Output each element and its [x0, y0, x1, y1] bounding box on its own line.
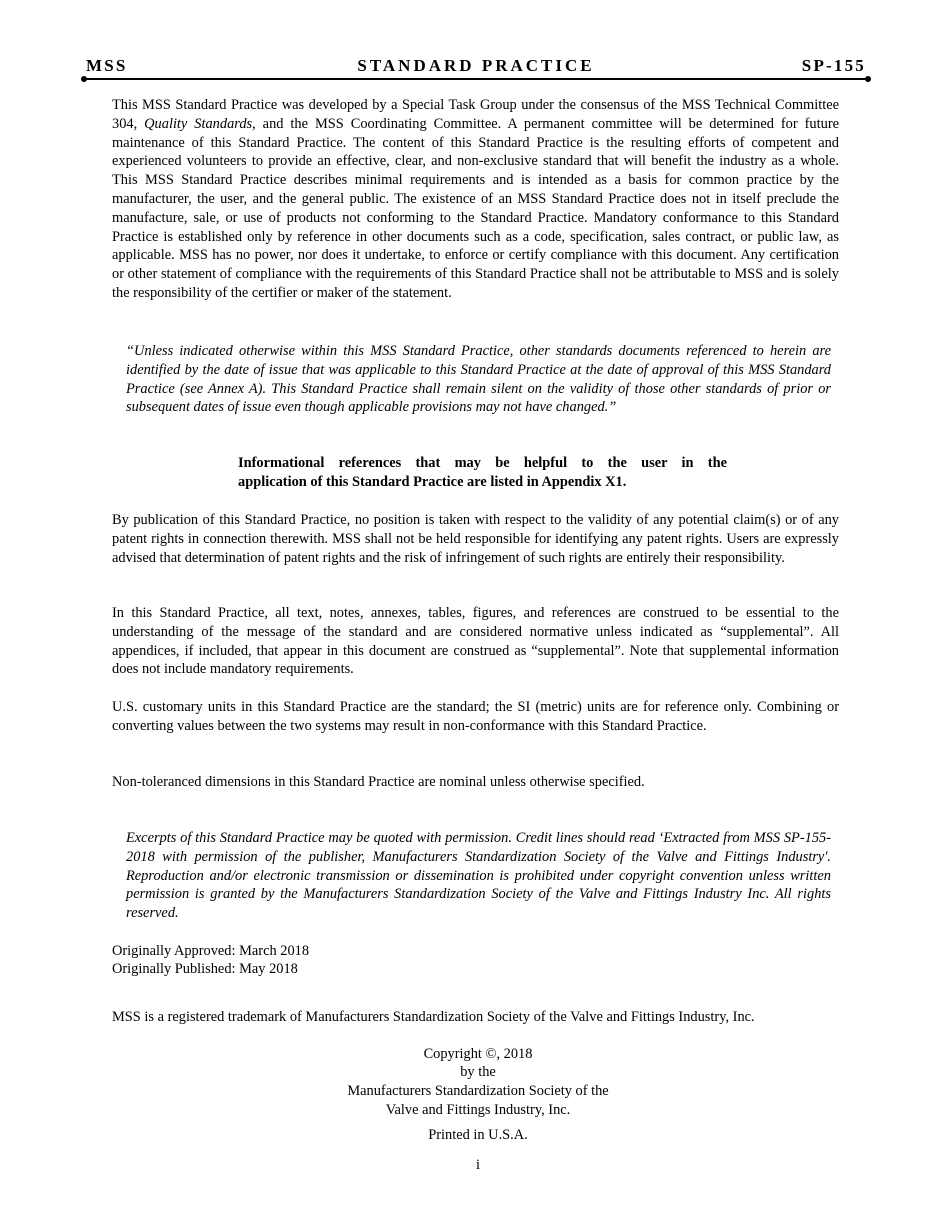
committee-name: Quality Standards: [144, 115, 253, 132]
header-rule: [84, 78, 868, 80]
informational-note: [238, 454, 727, 492]
normative-text: In this Standard Practice, all text, notes, annexes, tables, figures, and references are construed to be essential to the understanding of the message of the standard and are considered normative unless indicated as “supplemental”. All appendices, if included, that appear in this document are construed as “supplemental”. Note that supplemental information does not include mandatory requirements.: [112, 605, 839, 678]
excerpts-notice: Excerpts of this Standard Practice may be quoted with permission. Credit lines should read ‘Extracted from MSS SP-155-2018 with permission of the publisher, Manufacturers Standardization Society of the Valve and Fittings Industry'. Reproduction and/or electronic transmission or dissemination is prohibited under copyright convention unless written permission is granted by the Manufacturers Standardization Society of the Valve and Fittings Industry Inc. All rights reserved.: [126, 830, 831, 922]
units-paragraph: [112, 698, 839, 736]
copyright-line-1: Copyright ©, 2018: [423, 1046, 533, 1062]
approved-date: Originally Approved: March 2018: [112, 943, 310, 959]
header-doc-number: SP-155: [801, 56, 866, 75]
published-date: Originally Published: May 2018: [112, 961, 298, 977]
patent-paragraph: [112, 511, 839, 567]
intro-paragraph: [112, 96, 839, 303]
header-title: STANDARD PRACTICE: [357, 56, 595, 75]
patent-text: By publication of this Standard Practice, no position is taken with respect to the validity of any potential claim(s) or of any patent rights in connection therewith. MSS shall not be held responsible for identifying any patent rights. Users are expressly advised that determination of patent rights and the risk of infringement of such rights are entirely their responsibility.: [112, 512, 839, 566]
rule-end-right: [865, 76, 871, 82]
informational-line-2: application of this Standard Practice are listed in Appendix X1.: [238, 474, 627, 490]
copyright-line-2: by the: [460, 1064, 496, 1080]
trademark-notice: MSS is a registered trademark of Manufacturers Standardization Society of the Valve and Fittings Industry, Inc.: [112, 1009, 755, 1025]
informational-line-1: Informational references that may be helpful to the user in the: [238, 455, 727, 471]
intro-text-2: , and the MSS Coordinating Committee. A permanent committee will be determined for future maintenance of this Standard Practice. The content of this Standard Practice is the resulting efforts of competent and experienced volunteers to provide an effective, clear, and non-exclusive standard that will benefit the industry as a whole. This MSS Standard Practice describes minimal requirements and is intended as a basis for common practice by the manufacturer, the user, and the general public. The existence of an MSS Standard Practice does not in itself preclude the manufacture, sale, or use of products not conforming to the Standard Practice. Mandatory conformance to this Standard Practice is established only by reference in other documents such as a code, specification, sales contract, or public law, as applicable. MSS has no power, nor does it undertake, to enforce or certify compliance with this document. Any certification or other statement of compliance with the requirements of this Standard Practice shall not be attributable to MSS and is solely the responsibility of the certifier or maker of the statement.: [112, 115, 839, 301]
running-header: [86, 56, 866, 78]
intro-text-1: This MSS Standard Practice was developed by a Special Task Group under the consensus of the MSS Technical Committee 304,: [112, 97, 839, 132]
references-quote: “Unless indicated otherwise within this MSS Standard Practice, other standards documents referenced to herein are identified by the date of issue that was applicable to this Standard Practice at the date of approval of this MSS Standard Practice (see Annex A). This Standard Practice shall remain silent on the validity of those other standards of prior or subsequent dates of issue even though applicable provisions may not have changed.”: [126, 343, 831, 416]
units-text: U.S. customary units in this Standard Practice are the standard; the SI (metric) units are for reference only. Combining or converting values between the two systems may result in non-conformance with this Standard Practice.: [112, 699, 839, 734]
header-left: MSS: [86, 56, 128, 75]
rule-end-left: [81, 76, 87, 82]
printed-in: Printed in U.S.A.: [428, 1127, 528, 1143]
copyright-line-3: Manufacturers Standardization Society of the: [347, 1083, 609, 1099]
copyright-line-4: Valve and Fittings Industry, Inc.: [385, 1102, 571, 1118]
page-number: i: [476, 1157, 480, 1173]
dimensions-paragraph: Non-toleranced dimensions in this Standard Practice are nominal unless otherwise specified.: [112, 774, 645, 790]
normative-paragraph: [112, 604, 839, 679]
